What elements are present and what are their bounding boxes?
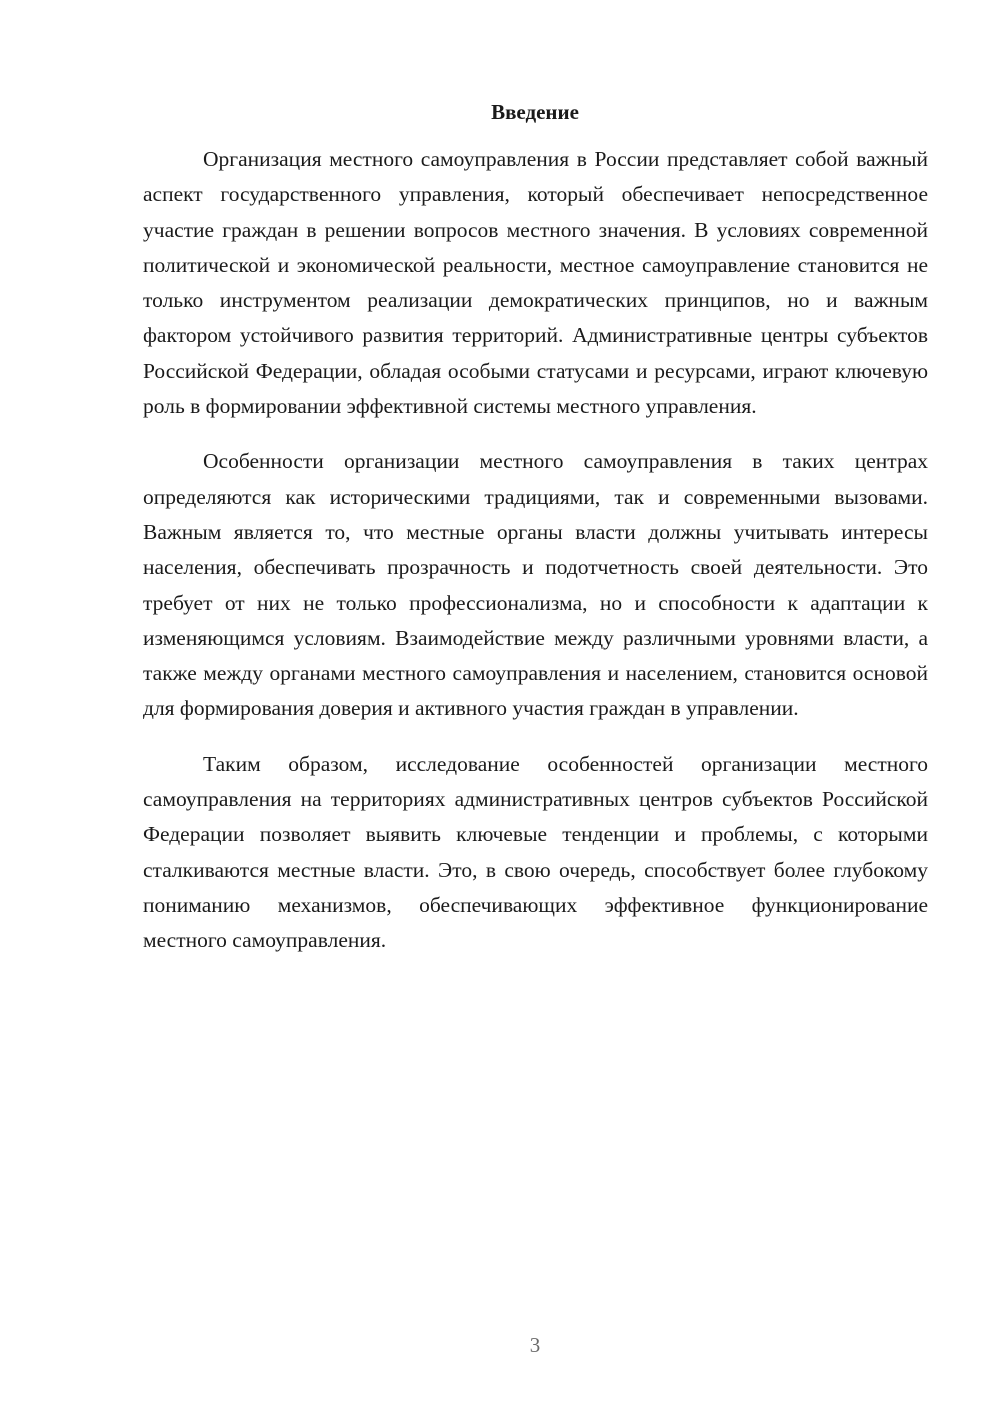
paragraph-1: Организация местного самоуправления в России представляет собой важный аспект государственного управления, который обеспечивает непосредственное участие граждан в решении вопросов местного значения. В условиях современной политической и экономической реальности, местное самоуправление становится не только инструментом реализации демократических принципов, но и важным фактором устойчивого развития территорий. Административные центры субъектов Российской Федерации, обладая особыми статусами и ресурсами, играют ключевую роль в формировании эффективной системы местного управления.	[143, 147, 928, 419]
section-heading: Введение	[491, 100, 579, 124]
page-number: 3	[529, 1333, 541, 1357]
paragraph-3: Таким образом, исследование особенностей организации местного самоуправления на территориях административных центров субъектов Российской Федерации позволяет выявить ключевые тенденции и проблемы, с которыми сталкиваются местные власти. Это, в свою очередь, способствует более глубокому пониманию механизмов, обеспечивающих эффективное функционирование местного самоуправления.	[143, 751, 928, 953]
paragraph-2: Особенности организации местного самоуправления в таких центрах определяются как историческими традициями, так и современными вызовами. Важным является то, что местные органы власти должны учитывать интересы населения, обеспечивать прозрачность и подотчетность своей деятельности. Это требует от них не только профессионализма, но и способности к адаптации к изменяющимся условиям. Взаимодействие между различными уровнями власти, а также между органами местного самоуправления и населением, становится основой для формирования доверия и активного участия граждан в управлении.	[143, 449, 928, 721]
body-text	[143, 142, 928, 979]
